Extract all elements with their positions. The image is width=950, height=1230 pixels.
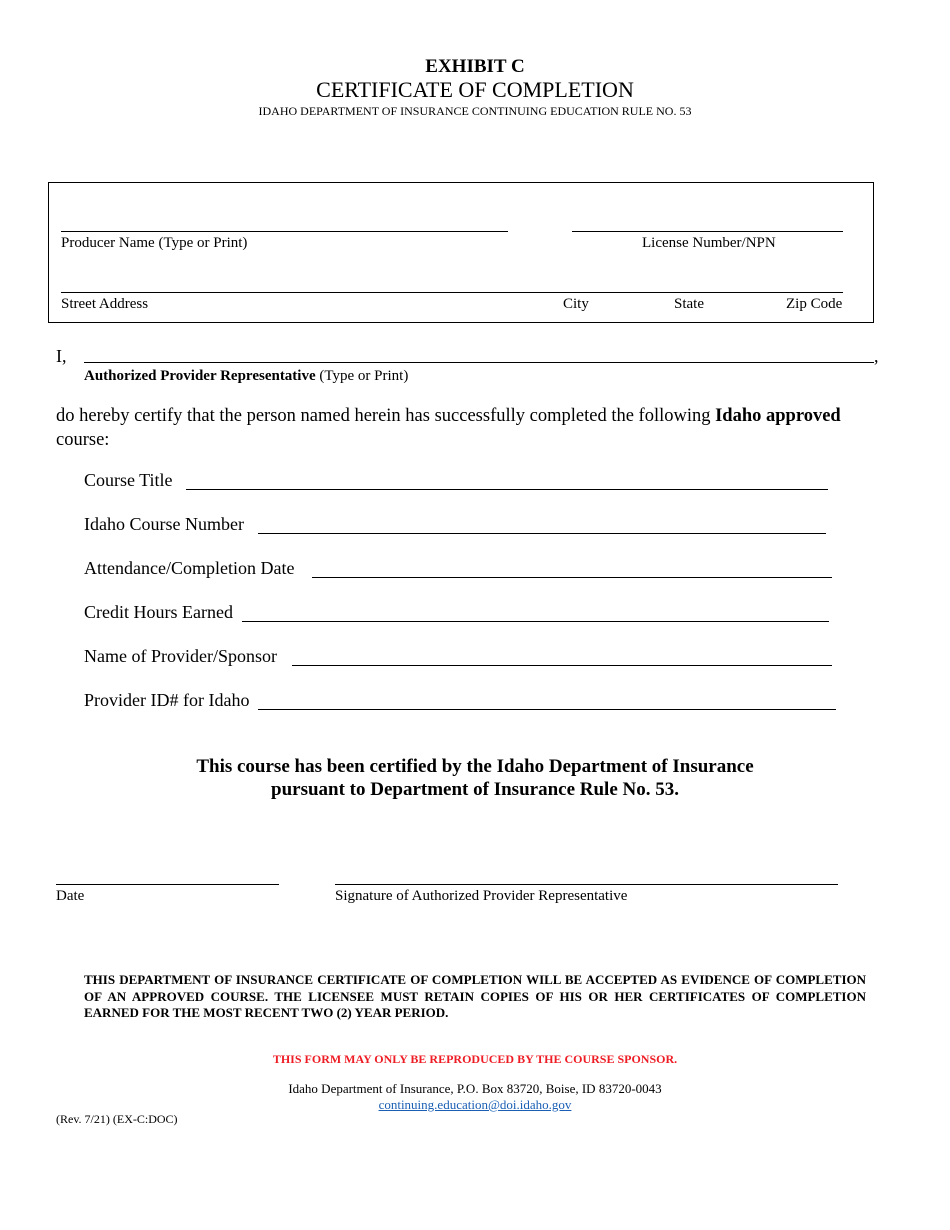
certify-text-bold: Idaho approved (715, 406, 841, 426)
credit-hours-field (84, 602, 233, 623)
course-number-field (84, 514, 244, 535)
course-number-label: Idaho Course Number (84, 514, 244, 534)
license-number-label: License Number/NPN (642, 235, 776, 251)
certify-text-end: course: (56, 430, 110, 450)
provider-id-field (84, 690, 249, 711)
completion-date-line[interactable] (312, 577, 832, 578)
footer-email-row (0, 1097, 950, 1113)
zip-code-label: Zip Code (786, 296, 843, 312)
street-address-label: Street Address (61, 296, 149, 312)
signature-line[interactable] (335, 884, 838, 885)
rep-prefix: I, (56, 346, 67, 366)
signature-label: Signature of Authorized Provider Representative (335, 888, 628, 904)
exhibit-label: EXHIBIT C (425, 56, 525, 77)
course-title-label: Course Title (84, 470, 173, 490)
footer-email-link[interactable]: continuing.education@doi.idaho.gov (378, 1097, 572, 1112)
producer-info-box (48, 182, 874, 323)
revision-label: (Rev. 7/21) (EX-C:DOC) (56, 1112, 178, 1126)
city-label: City (563, 296, 589, 312)
certify-paragraph (56, 404, 876, 452)
credit-hours-label: Credit Hours Earned (84, 602, 233, 622)
rep-label-rest: (Type or Print) (315, 368, 409, 384)
date-label: Date (56, 888, 85, 904)
course-number-line[interactable] (258, 533, 826, 534)
page-title: CERTIFICATE OF COMPLETION (316, 77, 634, 102)
date-line[interactable] (56, 884, 279, 885)
provider-name-field (84, 646, 277, 667)
course-title-line[interactable] (186, 489, 828, 490)
page-subtitle: IDAHO DEPARTMENT OF INSURANCE CONTINUING EDUCATION RULE NO. 53 (258, 104, 692, 118)
producer-name-label: Producer Name (Type or Print) (61, 235, 248, 251)
reproduce-warning: THIS FORM MAY ONLY BE REPRODUCED BY THE COURSE SPONSOR. (272, 1052, 678, 1066)
rep-label (84, 368, 408, 385)
credit-hours-line[interactable] (242, 621, 829, 622)
license-number-line[interactable] (572, 231, 843, 232)
completion-date-field (84, 558, 294, 579)
address-line[interactable] (61, 292, 843, 293)
acceptance-notice: THIS DEPARTMENT OF INSURANCE CERTIFICATE OF COMPLETION WILL BE ACCEPTED AS EVIDENCE OF COMPLETION OF AN APPROVED COURSE. THE LICENSEE MUST RETAIN COPIES OF HIS OR HER CERTIFICATES OF COMPLETION EARNED FOR THE MOST RECENT TWO (2) YEAR PERIOD. (84, 972, 866, 1020)
provider-name-line[interactable] (292, 665, 832, 666)
certify-text-start: do hereby certify that the person named herein has successfully completed the following (56, 406, 716, 426)
certified-statement-line1: This course has been certified by the Idaho Department of Insurance (196, 756, 754, 777)
rep-name-line[interactable] (84, 362, 874, 363)
rep-suffix: , (874, 346, 879, 366)
provider-id-line[interactable] (258, 709, 836, 710)
course-title-field (84, 470, 173, 491)
completion-date-label: Attendance/Completion Date (84, 558, 295, 578)
rep-label-bold: Authorized Provider Representative (84, 368, 316, 384)
provider-id-label: Provider ID# for Idaho (84, 690, 250, 710)
certified-statement-line2: pursuant to Department of Insurance Rule No. 53. (271, 779, 679, 800)
provider-name-label: Name of Provider/Sponsor (84, 646, 277, 666)
producer-name-line[interactable] (61, 231, 508, 232)
footer-address: Idaho Department of Insurance, P.O. Box 83720, Boise, ID 83720-0043 (288, 1081, 662, 1096)
state-label: State (674, 296, 704, 312)
